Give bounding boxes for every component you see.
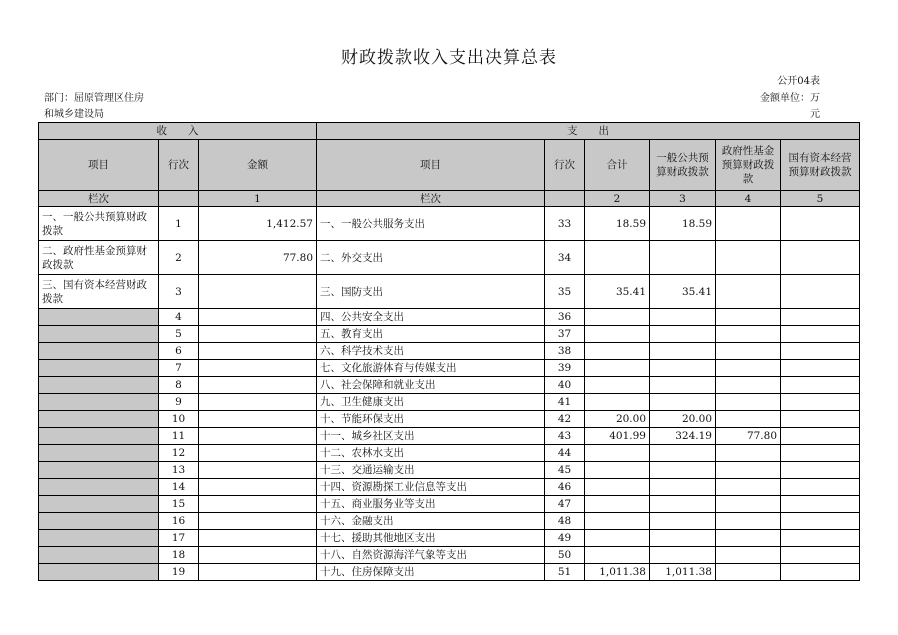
income-row-no-cell: 3 — [159, 275, 199, 309]
expense-item-cell: 十三、交通运输支出 — [317, 462, 545, 479]
state-capital-cell — [781, 411, 860, 428]
expense-row-no-cell: 43 — [545, 428, 585, 445]
expense-item-cell: 十八、自然资源海洋气象等支出 — [317, 547, 545, 564]
total-cell — [585, 513, 650, 530]
income-row-no-cell: 10 — [159, 411, 199, 428]
col-header-row-no: 行次 — [159, 140, 199, 191]
general-budget-cell: 1,011.38 — [650, 564, 716, 581]
state-capital-cell — [781, 207, 860, 241]
income-amount-cell — [199, 326, 317, 343]
gov-fund-cell — [716, 496, 781, 513]
income-row-no-cell: 4 — [159, 309, 199, 326]
total-cell — [585, 479, 650, 496]
general-budget-cell — [650, 360, 716, 377]
col-header-item: 项目 — [39, 140, 159, 191]
gov-fund-cell — [716, 462, 781, 479]
index-empty — [159, 191, 199, 207]
income-row-no-cell: 18 — [159, 547, 199, 564]
income-row-no-cell: 13 — [159, 462, 199, 479]
income-amount-cell — [199, 377, 317, 394]
index-col-3: 3 — [650, 191, 716, 207]
state-capital-cell — [781, 462, 860, 479]
income-row-no-cell: 14 — [159, 479, 199, 496]
income-amount-cell — [199, 547, 317, 564]
general-budget-cell — [650, 462, 716, 479]
state-capital-cell — [781, 445, 860, 462]
gov-fund-cell — [716, 377, 781, 394]
state-capital-cell — [781, 394, 860, 411]
expense-row-no-cell: 47 — [545, 496, 585, 513]
expense-item-cell: 十九、住房保障支出 — [317, 564, 545, 581]
state-capital-cell — [781, 513, 860, 530]
income-row-no-cell: 17 — [159, 530, 199, 547]
total-cell — [585, 241, 650, 275]
table-row — [39, 360, 860, 377]
general-budget-cell — [650, 445, 716, 462]
income-row-no-cell: 9 — [159, 394, 199, 411]
col-header-general-budget: 一般公共预算财政拨款 — [650, 140, 716, 191]
income-item-cell — [39, 530, 159, 547]
table-row — [39, 377, 860, 394]
income-row-no-cell: 12 — [159, 445, 199, 462]
total-cell: 18.59 — [585, 207, 650, 241]
state-capital-cell — [781, 564, 860, 581]
table-row — [39, 411, 860, 428]
table-row — [39, 564, 860, 581]
state-capital-cell — [781, 343, 860, 360]
income-row-no-cell: 1 — [159, 207, 199, 241]
table-row — [39, 275, 860, 309]
expense-row-no-cell: 42 — [545, 411, 585, 428]
income-amount-cell — [199, 496, 317, 513]
expense-item-cell: 六、科学技术支出 — [317, 343, 545, 360]
expense-row-no-cell: 38 — [545, 343, 585, 360]
income-item-cell — [39, 411, 159, 428]
table-row — [39, 462, 860, 479]
general-budget-cell — [650, 309, 716, 326]
expense-item-cell: 十五、商业服务业等支出 — [317, 496, 545, 513]
state-capital-cell — [781, 241, 860, 275]
total-cell — [585, 326, 650, 343]
state-capital-cell — [781, 479, 860, 496]
general-budget-cell — [650, 479, 716, 496]
total-cell: 20.00 — [585, 411, 650, 428]
state-capital-cell — [781, 496, 860, 513]
income-row-no-cell: 7 — [159, 360, 199, 377]
income-amount-cell — [199, 428, 317, 445]
total-cell — [585, 462, 650, 479]
gov-fund-cell — [716, 530, 781, 547]
income-item-cell — [39, 462, 159, 479]
income-row-no-cell: 19 — [159, 564, 199, 581]
expense-item-cell: 十二、农林水支出 — [317, 445, 545, 462]
income-amount-cell — [199, 513, 317, 530]
column-header-row — [39, 140, 860, 191]
gov-fund-cell — [716, 207, 781, 241]
table-row — [39, 394, 860, 411]
table-row — [39, 326, 860, 343]
gov-fund-cell — [716, 394, 781, 411]
income-amount-cell — [199, 445, 317, 462]
expense-row-no-cell: 37 — [545, 326, 585, 343]
index-col-2: 2 — [585, 191, 650, 207]
table-row — [39, 513, 860, 530]
expense-item-cell: 八、社会保障和就业支出 — [317, 377, 545, 394]
expense-row-no-cell: 48 — [545, 513, 585, 530]
expense-item-cell: 一、一般公共服务支出 — [317, 207, 545, 241]
expense-row-no-cell: 39 — [545, 360, 585, 377]
income-item-cell — [39, 564, 159, 581]
income-item-cell: 三、国有资本经营财政拨款 — [39, 275, 159, 309]
income-amount-cell — [199, 411, 317, 428]
expense-item-cell: 十、节能环保支出 — [317, 411, 545, 428]
income-amount-cell — [199, 394, 317, 411]
department-line-1: 部门：屈原管理区住房 — [44, 93, 144, 104]
index-col-4: 4 — [716, 191, 781, 207]
total-cell — [585, 445, 650, 462]
table-row — [39, 530, 860, 547]
expense-row-no-cell: 50 — [545, 547, 585, 564]
income-row-no-cell: 16 — [159, 513, 199, 530]
income-amount-cell: 77.80 — [199, 241, 317, 275]
page-title: 财政拨款收入支出决算总表 — [341, 48, 557, 68]
income-item-cell — [39, 445, 159, 462]
index-col-1: 1 — [199, 191, 317, 207]
gov-fund-cell — [716, 275, 781, 309]
income-item-cell — [39, 513, 159, 530]
gov-fund-cell — [716, 513, 781, 530]
income-item-cell: 二、政府性基金预算财政拨款 — [39, 241, 159, 275]
gov-fund-cell — [716, 241, 781, 275]
state-capital-cell — [781, 275, 860, 309]
expense-item-cell: 十七、援助其他地区支出 — [317, 530, 545, 547]
income-item-cell — [39, 377, 159, 394]
income-row-no-cell: 8 — [159, 377, 199, 394]
income-row-no-cell: 6 — [159, 343, 199, 360]
expense-item-cell: 四、公共安全支出 — [317, 309, 545, 326]
total-cell: 401.99 — [585, 428, 650, 445]
expense-item-cell: 三、国防支出 — [317, 275, 545, 309]
general-budget-cell — [650, 326, 716, 343]
state-capital-cell — [781, 428, 860, 445]
income-amount-cell — [199, 564, 317, 581]
expense-row-no-cell: 35 — [545, 275, 585, 309]
index-col-5: 5 — [781, 191, 860, 207]
gov-fund-cell — [716, 445, 781, 462]
total-cell — [585, 343, 650, 360]
col-header-gov-fund: 政府性基金预算财政拨款 — [716, 140, 781, 191]
expense-item-cell: 七、文化旅游体育与传媒支出 — [317, 360, 545, 377]
index-row — [39, 191, 860, 207]
total-cell: 35.41 — [585, 275, 650, 309]
table-row — [39, 428, 860, 445]
department-line-2: 和城乡建设局 — [44, 109, 104, 120]
gov-fund-cell — [716, 360, 781, 377]
expense-row-no-cell: 40 — [545, 377, 585, 394]
income-section-header: 收 入 — [39, 123, 317, 140]
state-capital-cell — [781, 377, 860, 394]
gov-fund-cell — [716, 411, 781, 428]
state-capital-cell — [781, 309, 860, 326]
income-item-cell: 一、一般公共预算财政拨款 — [39, 207, 159, 241]
expense-row-no-cell: 45 — [545, 462, 585, 479]
expense-row-no-cell: 41 — [545, 394, 585, 411]
income-amount-cell — [199, 360, 317, 377]
state-capital-cell — [781, 547, 860, 564]
income-amount-cell — [199, 462, 317, 479]
expense-row-no-cell: 44 — [545, 445, 585, 462]
income-amount-cell: 1,412.57 — [199, 207, 317, 241]
unit-line-2: 元 — [810, 109, 820, 120]
expense-item-cell: 十一、城乡社区支出 — [317, 428, 545, 445]
total-cell — [585, 394, 650, 411]
general-budget-cell — [650, 343, 716, 360]
expense-row-no-cell: 36 — [545, 309, 585, 326]
expense-row-no-cell: 33 — [545, 207, 585, 241]
index-exp-empty — [545, 191, 585, 207]
gov-fund-cell — [716, 309, 781, 326]
state-capital-cell — [781, 530, 860, 547]
total-cell — [585, 530, 650, 547]
section-header-row — [39, 123, 860, 140]
gov-fund-cell — [716, 326, 781, 343]
col-header-amount: 金额 — [199, 140, 317, 191]
income-amount-cell — [199, 275, 317, 309]
table-row — [39, 547, 860, 564]
income-item-cell — [39, 547, 159, 564]
expense-row-no-cell: 34 — [545, 241, 585, 275]
general-budget-cell — [650, 513, 716, 530]
income-row-no-cell: 11 — [159, 428, 199, 445]
income-row-no-cell: 15 — [159, 496, 199, 513]
general-budget-cell — [650, 530, 716, 547]
form-code: 公开04表 — [777, 76, 820, 87]
index-label: 栏次 — [39, 191, 159, 207]
expense-item-cell: 五、教育支出 — [317, 326, 545, 343]
general-budget-cell — [650, 241, 716, 275]
total-cell: 1,011.38 — [585, 564, 650, 581]
income-item-cell — [39, 360, 159, 377]
table-row — [39, 496, 860, 513]
col-header-state-capital: 国有资本经营预算财政拨款 — [781, 140, 860, 191]
general-budget-cell: 18.59 — [650, 207, 716, 241]
table-row — [39, 479, 860, 496]
income-item-cell — [39, 343, 159, 360]
col-header-total: 合计 — [585, 140, 650, 191]
gov-fund-cell — [716, 343, 781, 360]
general-budget-cell — [650, 394, 716, 411]
income-row-no-cell: 2 — [159, 241, 199, 275]
income-amount-cell — [199, 530, 317, 547]
gov-fund-cell — [716, 479, 781, 496]
budget-table — [38, 122, 860, 581]
income-item-cell — [39, 326, 159, 343]
index-exp-label: 栏次 — [317, 191, 545, 207]
income-item-cell — [39, 309, 159, 326]
table-row — [39, 445, 860, 462]
income-item-cell — [39, 428, 159, 445]
income-item-cell — [39, 479, 159, 496]
general-budget-cell — [650, 496, 716, 513]
expense-row-no-cell: 51 — [545, 564, 585, 581]
col-header-exp-item: 项目 — [317, 140, 545, 191]
expense-item-cell: 九、卫生健康支出 — [317, 394, 545, 411]
income-amount-cell — [199, 479, 317, 496]
col-header-exp-row-no: 行次 — [545, 140, 585, 191]
gov-fund-cell — [716, 547, 781, 564]
general-budget-cell — [650, 377, 716, 394]
general-budget-cell: 35.41 — [650, 275, 716, 309]
gov-fund-cell — [716, 564, 781, 581]
income-item-cell — [39, 394, 159, 411]
income-item-cell — [39, 496, 159, 513]
state-capital-cell — [781, 360, 860, 377]
total-cell — [585, 547, 650, 564]
table-row — [39, 343, 860, 360]
expense-item-cell: 二、外交支出 — [317, 241, 545, 275]
total-cell — [585, 377, 650, 394]
expense-row-no-cell: 49 — [545, 530, 585, 547]
state-capital-cell — [781, 326, 860, 343]
expense-item-cell: 十六、金融支出 — [317, 513, 545, 530]
income-row-no-cell: 5 — [159, 326, 199, 343]
total-cell — [585, 309, 650, 326]
unit-line-1: 金额单位：万 — [760, 93, 820, 104]
general-budget-cell — [650, 547, 716, 564]
expense-section-header: 支 出 — [317, 123, 860, 140]
expense-item-cell: 十四、资源勘探工业信息等支出 — [317, 479, 545, 496]
table-row — [39, 241, 860, 275]
table-row — [39, 309, 860, 326]
general-budget-cell: 20.00 — [650, 411, 716, 428]
table-row — [39, 207, 860, 241]
expense-row-no-cell: 46 — [545, 479, 585, 496]
gov-fund-cell: 77.80 — [716, 428, 781, 445]
income-amount-cell — [199, 343, 317, 360]
general-budget-cell: 324.19 — [650, 428, 716, 445]
total-cell — [585, 496, 650, 513]
income-amount-cell — [199, 309, 317, 326]
total-cell — [585, 360, 650, 377]
